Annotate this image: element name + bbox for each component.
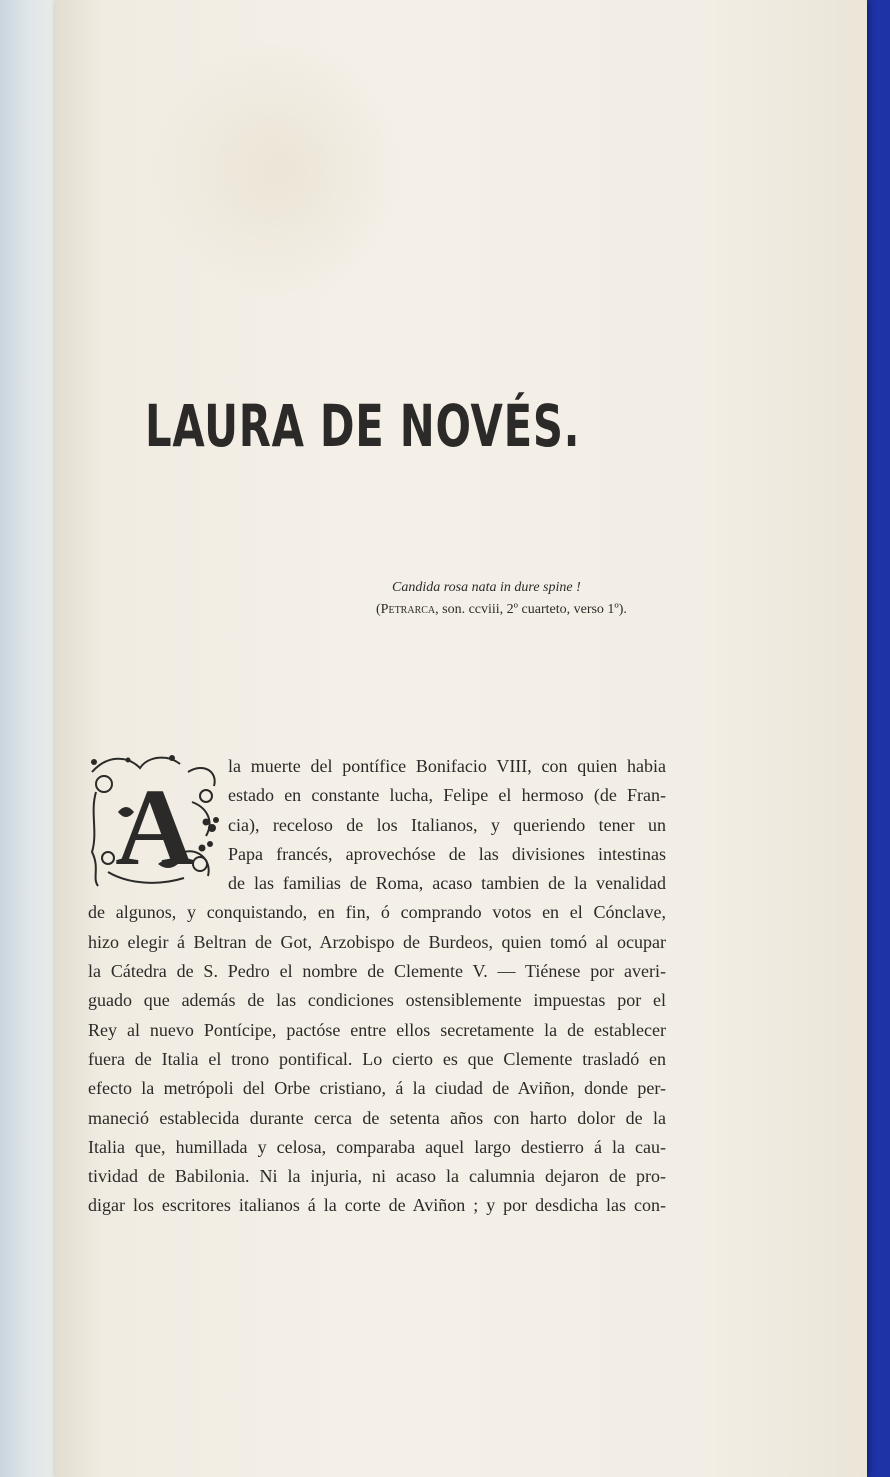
paragraph-line: hizo elegir á Beltran de Got, Arzobispo de Burdeos, quien tomó al ocupar [88,931,666,952]
paragraph-line: de las familias de Roma, acaso tambien de la venalidad [228,873,666,894]
paper-stain [150,40,410,300]
citation-author: Petrarca [380,602,436,617]
paragraph-line: la Cátedra de S. Pedro el nombre de Clemente V. — Tiénese por averi- [88,961,666,982]
body-paragraph [88,752,666,1221]
dropcap-letter: A [115,766,195,888]
citation-open: ( [376,602,381,617]
citation-rest: , son. ccviii, 2º cuarteto, verso 1º). [435,602,627,617]
paragraph-line: guado que además de las condiciones ostensiblemente impuestas por el [88,990,666,1011]
paragraph-line: Italia que, humillada y celosa, comparaba aquel largo destierro á la cau- [88,1136,666,1157]
book-page [55,0,867,1477]
epigraph-quote: Candida rosa nata in dure spine ! [392,580,581,595]
paragraph-line: efecto la metrópoli del Orbe cristiano, á la ciudad de Aviñon, donde per- [88,1078,666,1099]
paragraph-line: Rey al nuevo Pontícipe, pactóse entre ellos secretamente la de establecer [88,1019,666,1040]
paragraph-line: cia), receloso de los Italianos, y queriendo tener un [228,814,666,835]
chapter-title: LAURA DE NOVÉS. [145,392,581,460]
paragraph-line: maneció establecida durante cerca de setenta años con harto dolor de la [88,1107,666,1128]
paragraph-line: estado en constante lucha, Felipe el hermoso (de Fran- [228,785,666,806]
paragraph-line: la muerte del pontífice Bonifacio VIII, con quien habia [228,756,666,776]
epigraph-citation [376,602,676,624]
paragraph-line: digar los escritores italianos á la corte de Aviñon ; y por desdicha las con- [88,1195,666,1216]
epigraph [376,580,676,624]
paragraph-line: tividad de Babilonia. Ni la injuria, ni acaso la calumnia dejaron de pro- [88,1166,666,1187]
paragraph-line: fuera de Italia el trono pontifical. Lo cierto es que Clemente trasladó en [88,1048,666,1069]
paragraph-line: de algunos, y conquistando, en fin, ó comprando votos en el Cónclave, [88,902,666,923]
paragraph-line: Papa francés, aprovechóse de las divisiones intestinas [228,843,666,864]
